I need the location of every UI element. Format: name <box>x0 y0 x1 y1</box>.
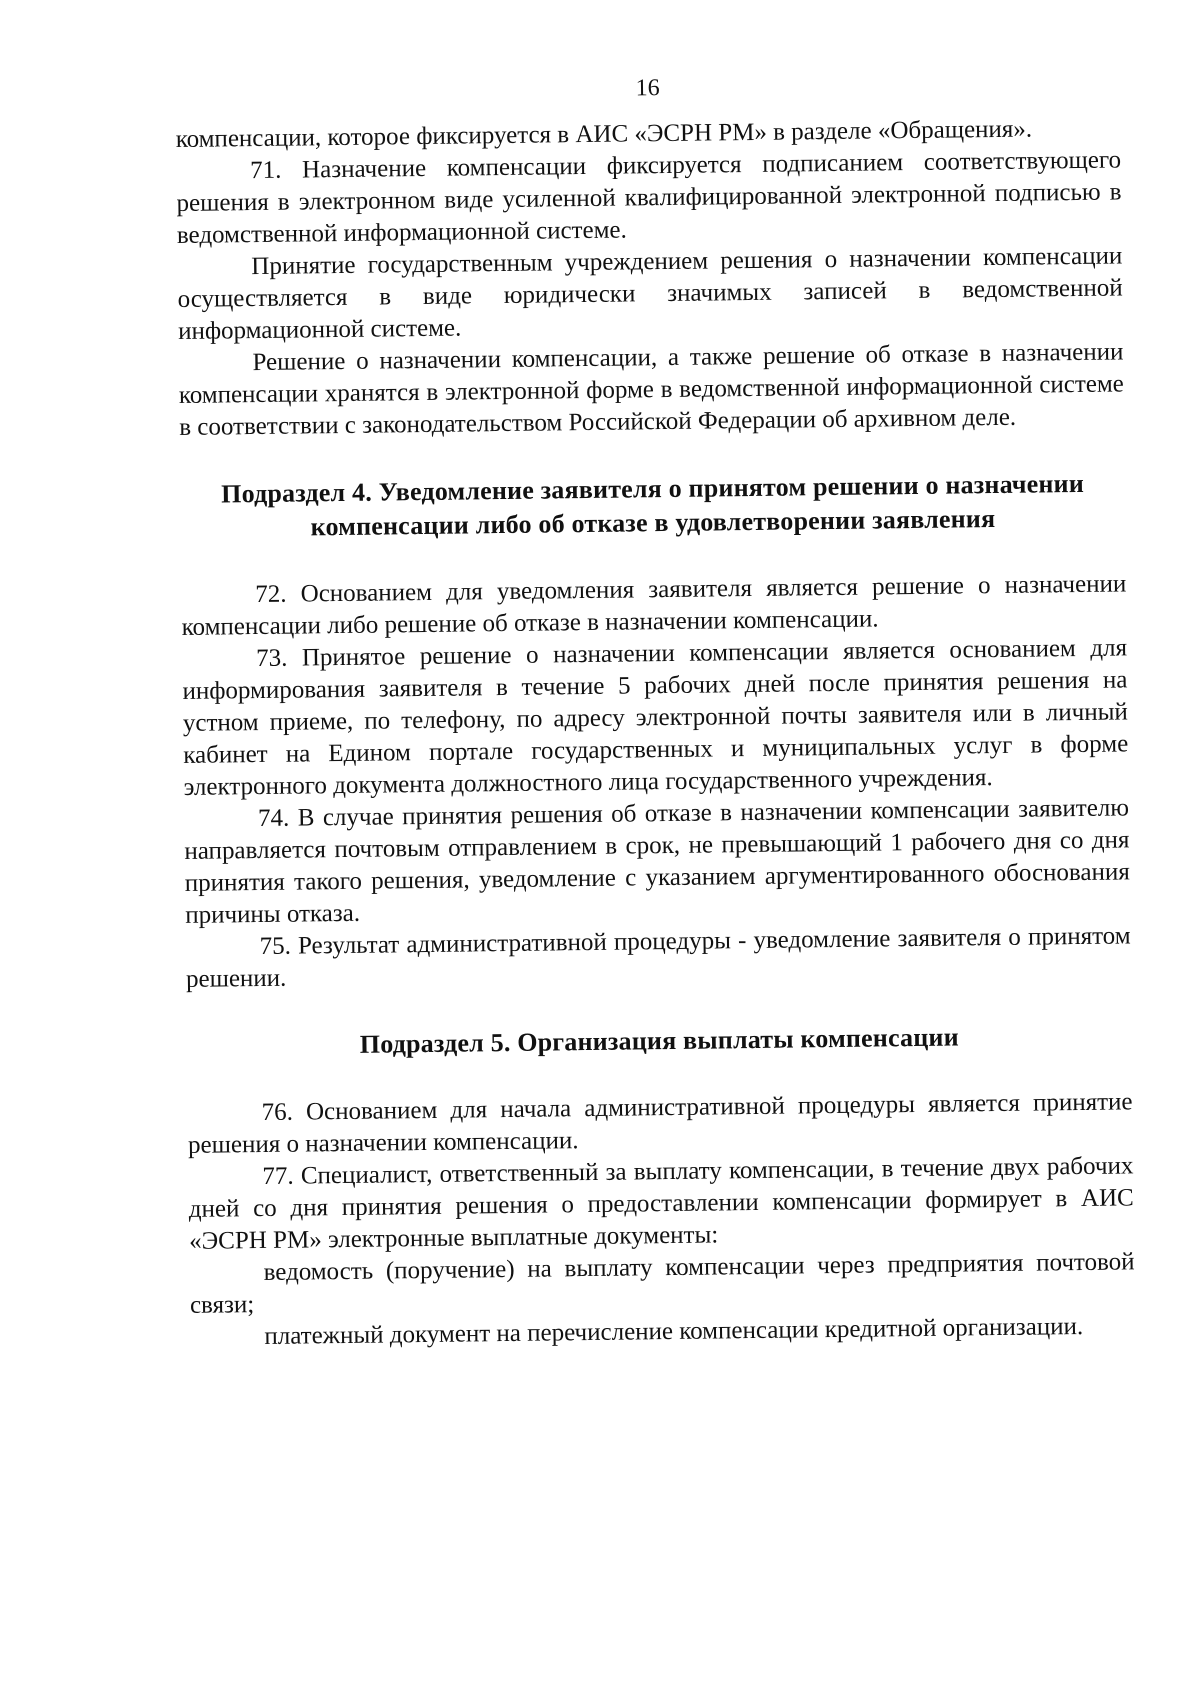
paragraph-75: 75. Результат административной процедуры - уведомление заявителя о принятом решении. <box>185 922 1131 993</box>
paragraph-72: 72. Основанием для уведомления заявителя является решение о назначении компенсации либо решение об отказе в назначении компенсации. <box>181 570 1127 641</box>
paragraph-73: 73. Принятое решение о назначении компенсации является основанием для информирования заявителя в течение 5 рабочих дней после принятия решения на устном приеме, по телефону, по адресу электронной почты заявителя или в личный кабинет на Едином портале государственных и муниципальных услуг в форме электронного документа должностного лица государственного учреждения. <box>182 634 1129 801</box>
paragraph-decision-storage: Решение о назначении компенсации, а также решение об отказе в назначении компенсации хранятся в электронной форме в ведомственной информационной системе в соответствии с законодательством Российской Федерации об архивном деле. <box>178 338 1124 441</box>
paragraph-decision-adoption: Принятие государственным учреждением решения о назначении компенсации осуществляется в виде юридически значимых записей в ведомственной информационной системе. <box>177 242 1123 345</box>
paragraph-74: 74. В случае принятия решения об отказе в назначении компенсации заявителю направляется почтовым отправлением в срок, не превышающий 1 рабочего дня со дня принятия такого решения, уведомление с указанием аргументированного обоснования причины отказа. <box>184 794 1130 929</box>
list-item-postal-statement: ведомость (поручение) на выплату компенсации через предприятия почтовой связи; <box>189 1248 1135 1319</box>
paragraph-71: 71. Назначение компенсации фиксируется подписанием соответствующего решения в электронном виде усиленной квалифицированной электронной подписью в ведомственной информационной системе. <box>176 146 1122 249</box>
document-page <box>175 66 1136 1353</box>
section-5-heading: Подраздел 5. Организация выплаты компенсации <box>359 1022 959 1059</box>
paragraph-continuation: компенсации, которое фиксируется в АИС «ЭСРН РМ» в разделе «Обращения». <box>175 115 1033 153</box>
paragraph-77: 77. Специалист, ответственный за выплату компенсации, в течение двух рабочих дней со дня принятия решения о предоставлении компенсации формирует в АИС «ЭСРН РМ» электронные выплатные документы: <box>188 1152 1134 1255</box>
paragraph-76: 76. Основанием для начала административной процедуры является принятие решения о назначении компенсации. <box>187 1088 1133 1159</box>
list-item-payment-document: платежный документ на перечисление компенсации кредитной организации. <box>264 1312 1084 1351</box>
section-4-heading: Подраздел 4. Уведомление заявителя о принятом решении о назначении компенсации либо об отказе в удовлетворении заявления <box>221 468 1085 542</box>
page-number: 16 <box>635 75 660 102</box>
